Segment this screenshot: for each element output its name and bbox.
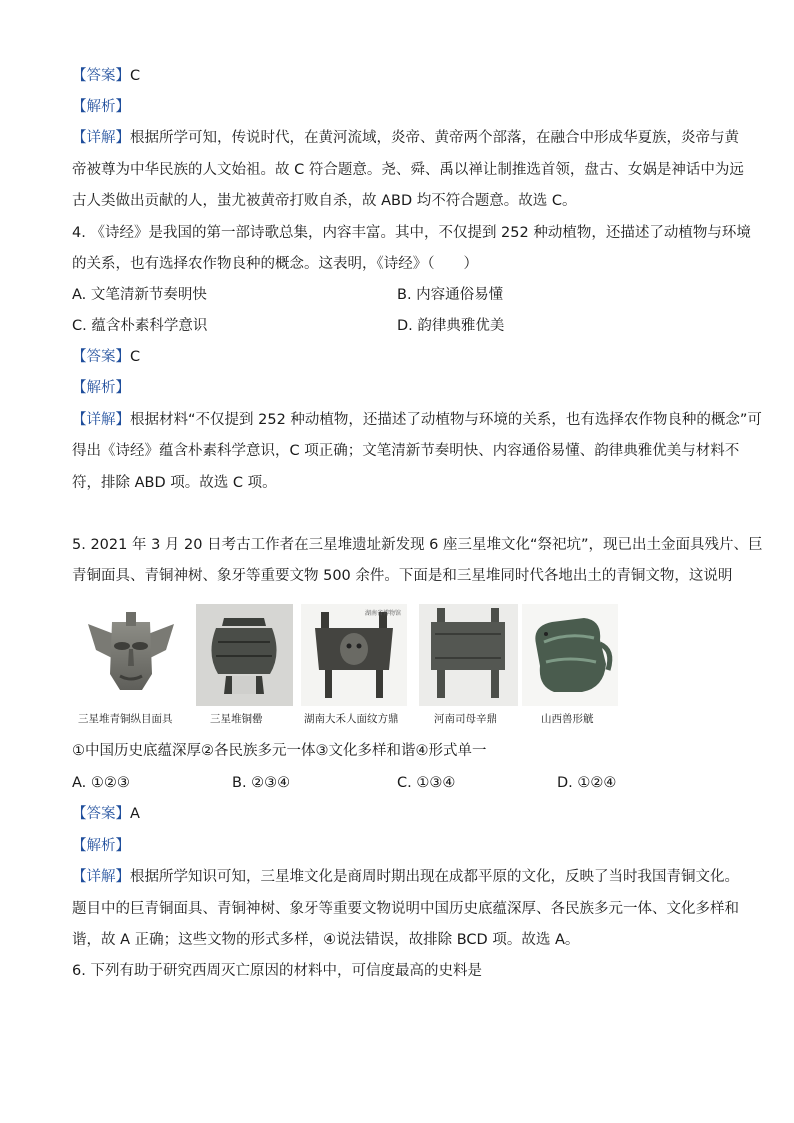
caption-gong: 山西兽形觥 <box>541 713 594 725</box>
q5-answer <box>72 804 140 824</box>
q5-option-d: D. ①②④ <box>557 775 617 791</box>
q5-statement: ①中国历史底蕴深厚②各民族多元一体③文化多样和谐④形式单一 <box>72 743 487 759</box>
q4-option-b: B. 内容通俗易懂 <box>397 287 504 303</box>
q4-answer <box>72 347 140 367</box>
q5-option-a: A. ①②③ <box>72 775 130 791</box>
detail-text: 根据所学知识可知，三星堆文化是商周时期出现在成都平原的文化，反映了当时我国青铜文化。 <box>130 869 739 885</box>
detail-text: 根据所学可知，传说时代，在黄河流域，炎帝、黄帝两个部落，在融合中形成华夏族，炎帝与黄 <box>130 130 739 146</box>
q4-detail-line-1 <box>72 410 762 430</box>
detail-label: 【详解】 <box>72 130 130 146</box>
q5-option-c: C. ①③④ <box>397 775 456 791</box>
q5-detail-line-2: 题目中的巨青铜面具、青铜神树、象牙等重要文物说明中国历史底蕴深厚、各民族多元一体、文化多样和 <box>72 901 739 917</box>
q5-analysis-label: 【解析】 <box>72 838 130 854</box>
q4-analysis-label: 【解析】 <box>72 380 130 396</box>
caption-square-ding: 湖南大禾人面纹方鼎 <box>304 713 399 725</box>
answer-value: C <box>130 68 141 84</box>
q4-option-c: C. 蕴含朴素科学意识 <box>72 318 208 334</box>
detail-label: 【详解】 <box>72 869 130 885</box>
q6-stem: 6. 下列有助于研究西周灭亡原因的材料中，可信度最高的史料是 <box>72 963 482 979</box>
detail-text: 根据材料“不仅提到 252 种动植物，还描述了动植物与环境的关系，也有选择农作物良种的概念”可 <box>130 412 762 428</box>
mask-image <box>76 604 186 706</box>
q5-detail-line-3: 谐，故 A 正确；这些文物的形式多样，④说法错误，故排除 BCD 项。故选 A。 <box>72 932 580 948</box>
q4-detail-line-3: 符，排除 ABD 项。故选 C 项。 <box>72 475 277 491</box>
caption-lei: 三星堆铜罍 <box>210 713 263 725</box>
answer-value: C <box>130 349 141 365</box>
answer-value: A <box>130 806 140 822</box>
q3-answer <box>72 66 140 86</box>
answer-label: 【答案】 <box>72 349 130 365</box>
q4-option-d: D. 韵律典雅优美 <box>397 318 505 334</box>
q4-stem-line-2: 的关系，也有选择农作物良种的概念。这表明，《诗经》（ ） <box>72 256 478 272</box>
answer-label: 【答案】 <box>72 68 130 84</box>
q5-stem-line-2: 青铜面具、青铜神树、象牙等重要文物 500 余件。下面是和三星堆同时代各地出土的青铜文物，这说明 <box>72 568 733 584</box>
museum-watermark: 湖南省博物馆 <box>364 610 401 617</box>
q4-option-a: A. 文笔清新节奏明快 <box>72 287 207 303</box>
square-ding-image <box>301 604 407 706</box>
q4-detail-line-2: 得出《诗经》蕴含朴素科学意识，C 项正确；文笔清新节奏明快、内容通俗易懂、韵律典雅优美与材料不 <box>72 443 740 459</box>
gong-vessel-image <box>522 604 618 706</box>
q4-stem-line-1: 4. 《诗经》是我国的第一部诗歌总集，内容丰富。其中，不仅提到 252 种动植物，还描述了动植物与环境 <box>72 225 751 241</box>
q5-detail-line-1 <box>72 867 739 887</box>
q3-detail-line-2: 帝被尊为中华民族的人文始祖。故 C 符合题意。尧、舜、禹以禅让制推选首领，盘古、女娲是神话中为远 <box>72 162 744 178</box>
q5-stem-line-1: 5. 2021 年 3 月 20 日考古工作者在三星堆遗址新发现 6 座三星堆文化“祭祀坑”，现已出土金面具残片、巨 <box>72 537 763 553</box>
caption-mask: 三星堆青铜纵目面具 <box>78 713 173 725</box>
simuxin-ding-image <box>419 604 518 706</box>
q3-detail-line-1 <box>72 128 739 148</box>
q3-analysis-label: 【解析】 <box>72 99 130 115</box>
lei-vessel-image <box>196 604 293 706</box>
caption-simuxin-ding: 河南司母辛鼎 <box>434 713 497 725</box>
detail-label: 【详解】 <box>72 412 130 428</box>
answer-label: 【答案】 <box>72 806 130 822</box>
q3-detail-line-3: 古人类做出贡献的人，蚩尤被黄帝打败自杀，故 ABD 均不符合题意。故选 C。 <box>72 193 577 209</box>
q5-option-b: B. ②③④ <box>232 775 291 791</box>
